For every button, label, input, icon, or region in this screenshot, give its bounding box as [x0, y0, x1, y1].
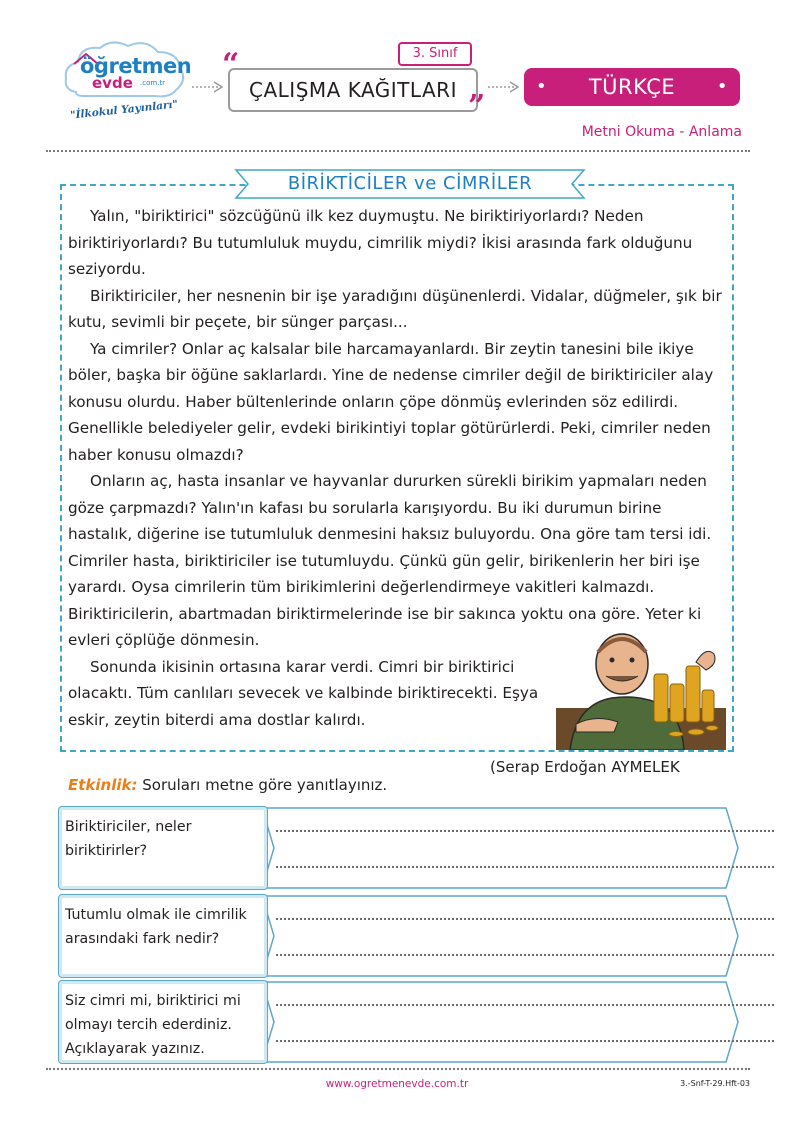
question-text: Siz cimri mi, biriktirici mi olmayı tercih ederdiniz. Açıklayarak yazınız.	[65, 993, 241, 1057]
question-box	[58, 980, 268, 1064]
activity-instruction	[68, 776, 387, 794]
answer-line[interactable]	[276, 918, 774, 920]
paragraph: Onların aç, hasta insanlar ve hayvanlar dururken sürekli birikim yapmaları neden göze çarpmazdı? Yalın'ın kafası bu sorularla karışıyordu. Bu iki durumun birine hastalık, diğerine ise tutumluluk denmesini haksız buluyordu. Ona göre tam tersi idi. Cimriler hasta, biriktiriciler ise tutumluydu. Çünkü gün gelir, birikenlerin her biri işe yarardı. Oysa cimrilerin tüm birikimlerini değerlendirmeye vakitleri kalmazdı. Biriktiricilerin, abartmadan biriktirmelerinde ise bir sakınca yoktu ona göre. Yeter ki evleri çöplüğe dönmesin.	[68, 472, 712, 649]
closing-quote-mark: ”	[468, 89, 486, 124]
answer-line[interactable]	[276, 866, 774, 868]
question-row	[58, 806, 740, 890]
question-text: Tutumlu olmak ile cimrilik arasındaki fark nedir?	[65, 907, 247, 947]
paragraph: Ya cimriler? Onlar aç kalsalar bile harcamayanlardı. Bir zeytin tanesini bile ikiye böler, başka bir öğüne saklarlardı. Yine de nedense cimriler değil de biriktiriciler alay konusu olurdu. Haber bültenlerinde onların çöpe dönmüş evlerinden söz edilirdi. Genellikle belediyeler gelir, evdeki birikintiyi toplar götürürlerdi. Peki, cimriler neden haber konusu olmazdı?	[68, 339, 714, 464]
paragraph: Biriktiriciler, her nesnenin bir işe yaradığını düşünenlerdi. Vidalar, düğmeler, şık bir kutu, sevimli bir peçete, bir sünger parçası...	[68, 286, 722, 331]
arrow-right-icon	[488, 80, 522, 94]
miser-with-coins-illustration	[556, 628, 726, 750]
reading-title-banner	[234, 166, 586, 202]
logo-tagline: "İlkokul Yayınları"	[69, 98, 179, 122]
footer-divider	[46, 1068, 750, 1070]
author-credit: (Serap Erdoğan AYMELEK	[490, 758, 680, 776]
topic-label: Metni Okuma - Anlama	[581, 124, 742, 140]
paragraph: Sonunda ikisinin ortasına karar verdi. Cimri bir biriktirici olacaktı. Tüm canlıları sevecek ve kalbinde biriktirecekti. Eşya eskir, zeytin biterdi ama dostlar kalırdı.	[68, 657, 539, 729]
answer-line[interactable]	[276, 1004, 774, 1006]
answer-line[interactable]	[276, 830, 774, 832]
subject-label: TÜRKÇE	[588, 75, 676, 99]
activity-label: Etkinlik:	[68, 776, 138, 794]
question-box	[58, 806, 268, 890]
activity-text: Soruları metne göre yanıtlayınız.	[142, 776, 388, 794]
logo-domain: .com.tr	[140, 79, 166, 87]
question-text: Biriktiriciler, neler biriktirirler?	[65, 819, 192, 859]
reading-title: BİRİKTİCİLER ve CİMRİLER	[287, 173, 533, 194]
answer-line[interactable]	[276, 1040, 774, 1042]
logo-brand-secondary: evde	[92, 74, 133, 92]
bullet-icon: •	[716, 76, 728, 97]
header-divider	[46, 150, 750, 152]
publisher-logo	[62, 40, 192, 126]
document-code: 3.-Snf-T-29.Hft-03	[680, 1079, 750, 1088]
opening-quote-mark: “	[222, 47, 240, 82]
answer-line[interactable]	[276, 954, 774, 956]
bullet-icon: •	[536, 76, 548, 97]
grade-badge: 3. Sınıf	[398, 42, 472, 66]
subject-badge	[524, 68, 740, 106]
question-box	[58, 894, 268, 978]
arrow-right-icon	[192, 80, 226, 94]
worksheet-title: ÇALIŞMA KAĞITLARI	[228, 68, 478, 112]
question-row	[58, 980, 740, 1064]
logo-brand-primary: öğretmen	[80, 54, 192, 78]
paragraph: Yalın, "biriktirici" sözcüğünü ilk kez duymuştu. Ne biriktiriyorlardı? Neden biriktiriyorlardı? Bu tutumluluk muydu, cimrilik miydi? İkisi arasında fark olduğunu seziyordu.	[68, 207, 693, 278]
website-link[interactable]: www.ogretmenevde.com.tr	[325, 1078, 469, 1090]
question-row	[58, 894, 740, 978]
